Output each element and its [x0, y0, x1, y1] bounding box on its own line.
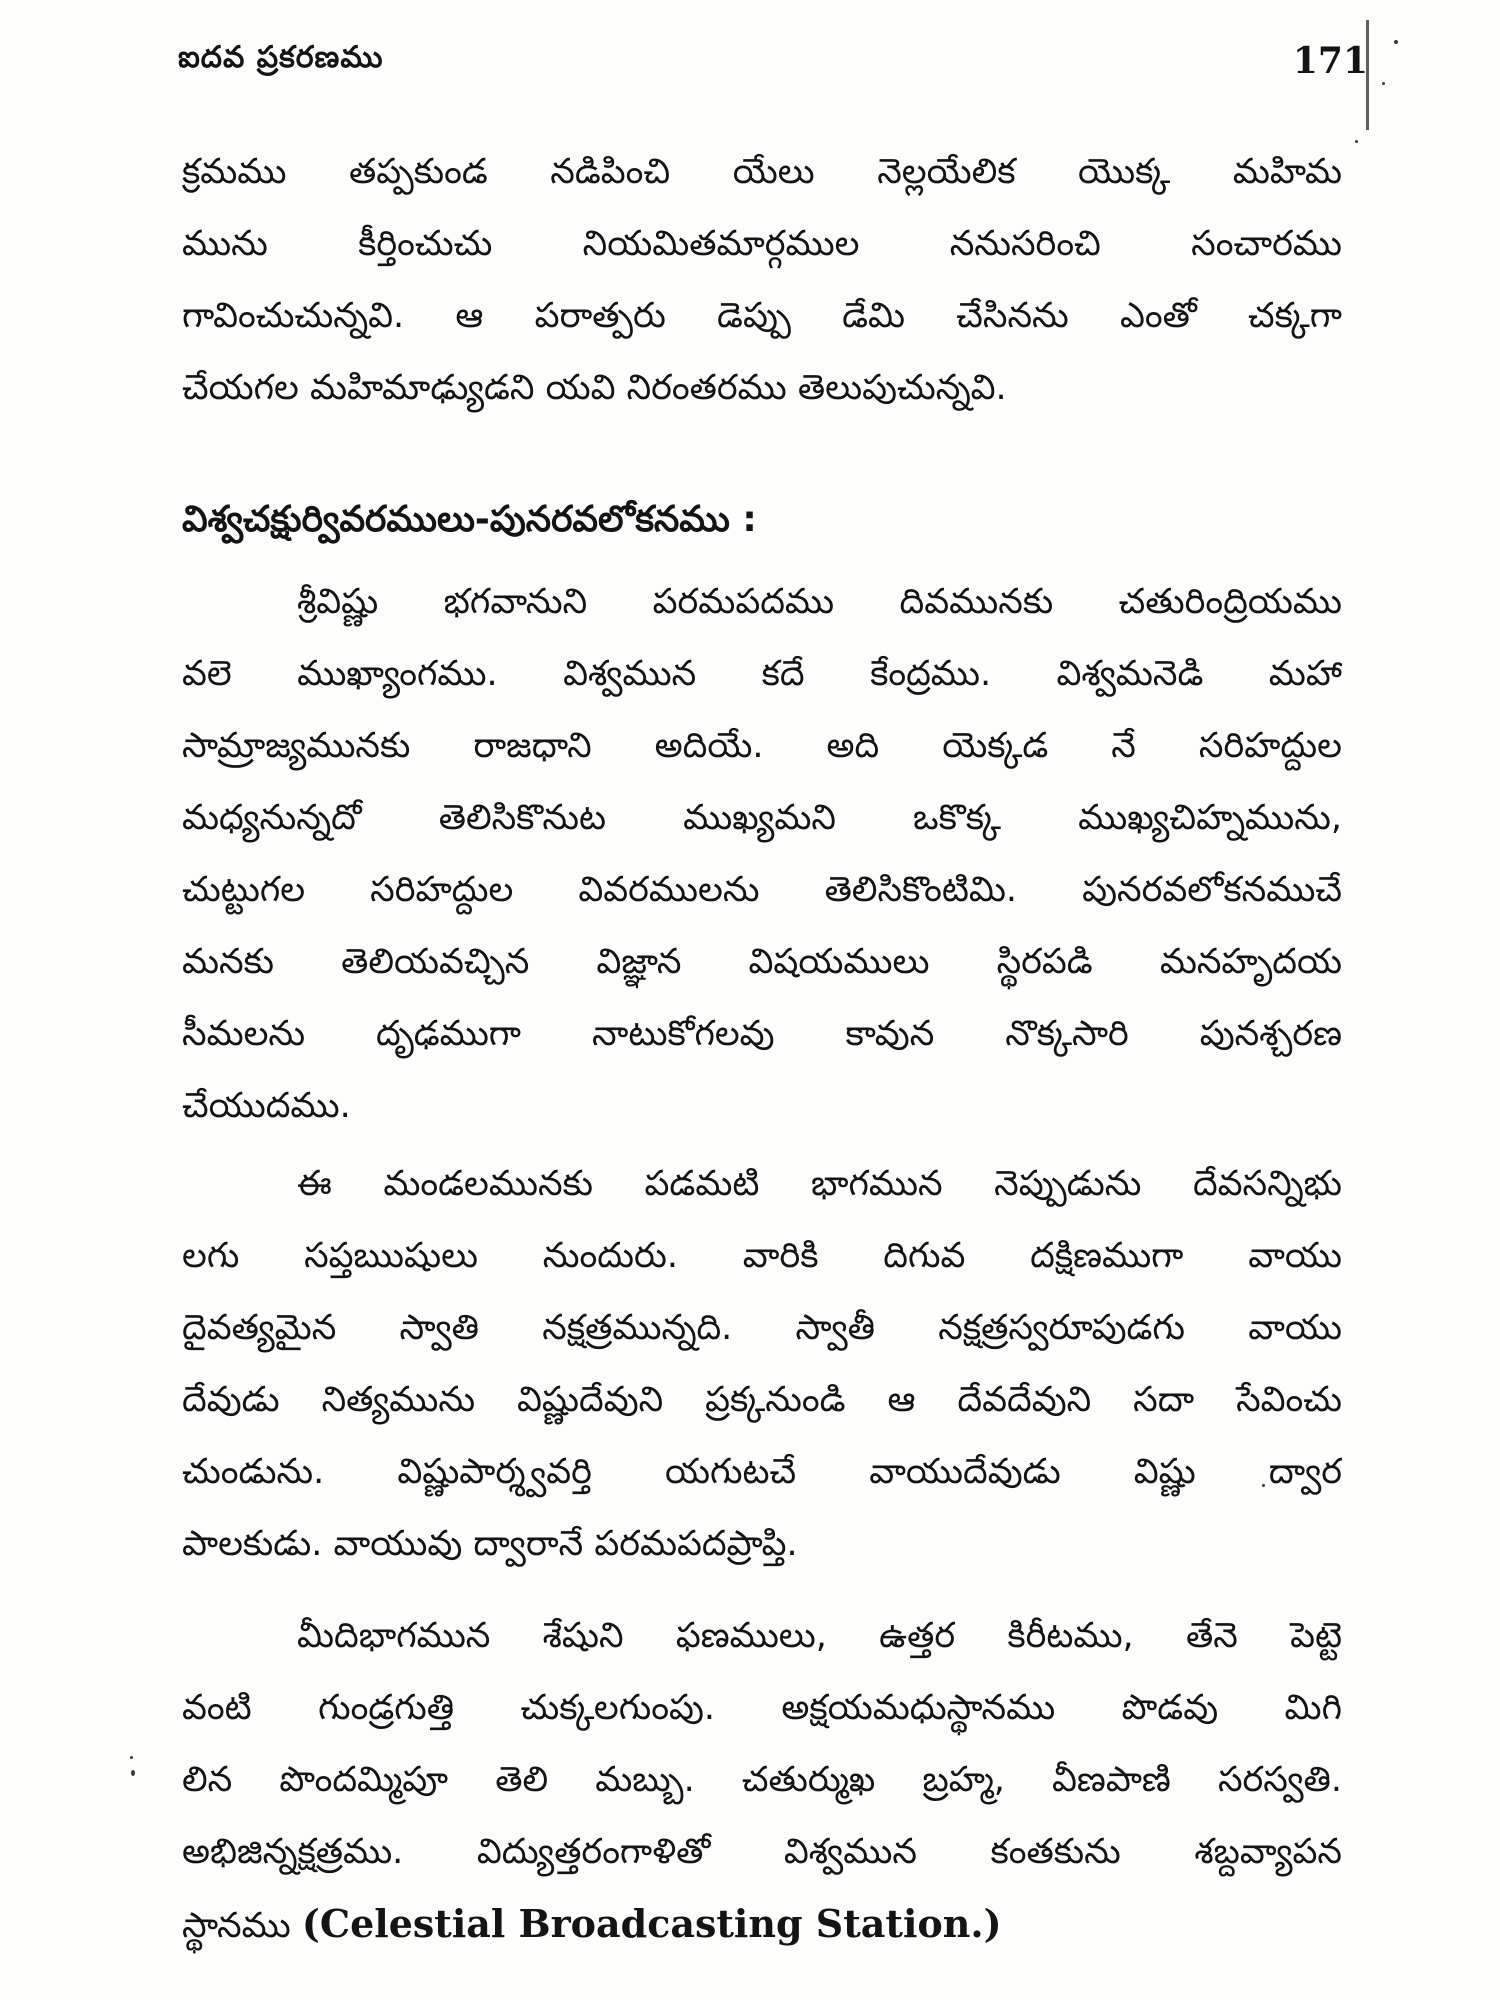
text-line: చుండును. విష్ణుపార్శ్వవర్తి యగుటచే వాయుదేవుడు విష్ణు ద్వార [182, 1452, 1342, 1492]
text-line: గావించుచున్నవి. ఆ పరాత్పరు డెప్పు డేమి చేసినను ఎంతో చక్కగా [182, 296, 1342, 336]
print-speck [131, 1770, 135, 1776]
text-line: మనకు తెలియవచ్చిన విజ్ఞాన విషయములు స్థిరపడి మనహృదయ [182, 942, 1342, 982]
running-header [178, 40, 1368, 90]
final-telugu-word: స్థానము [182, 1906, 291, 1946]
chapter-title: ఐదవ ప్రకరణము [178, 40, 384, 75]
text-line: వలె ముఖ్యాంగము. విశ్వమున కదే కేంద్రము. విశ్వమనెడి మహా [182, 654, 1342, 694]
paragraph-vishnu-padam [182, 566, 1342, 1142]
english-gloss: (Celestial Broadcasting Station.) [301, 1901, 1002, 1946]
text-line-final [182, 1888, 1342, 1960]
text-line: క్రమము తప్పకుండ నడిపించి యేలు నెల్లయేలిక యొక్క మహిమ [182, 152, 1342, 192]
text-line: లిన పొందమ్మిపూ తెలి మబ్బు. చతుర్ముఖ బ్రహ్మ, వీణపాణి సరస్వతి. [182, 1760, 1342, 1800]
section-heading: విశ్వచక్షుర్వివరములు-పునరవలోకనము : [182, 499, 757, 540]
print-speck [1355, 140, 1358, 143]
paragraph-saptarishi [182, 1148, 1342, 1580]
text-line: ఈ మండలమునకు పడమటి భాగమున నెప్పుడును దేవసన్నిభు [297, 1164, 1342, 1204]
paragraph-upper-region [182, 1600, 1342, 1960]
text-line: మును కీర్తించుచు నియమితమార్గముల ననుసరించి సంచారము [182, 224, 1342, 264]
text-line: మీదిభాగమున శేషుని ఫణములు, ఉత్తర కిరీటము, తేనె పెట్టె [297, 1616, 1342, 1656]
text-line: అభిజిన్నక్షత్రము. విద్యుత్తరంగాళితో విశ్వమున కంతకును శబ్దవ్యాపన [182, 1832, 1342, 1872]
text-line: దేవుడు నిత్యమును విష్ణుదేవుని ప్రక్కనుండి ఆ దేవదేవుని సదా సేవించు [182, 1380, 1342, 1420]
paragraph-continued [182, 136, 1342, 424]
text-line: సామ్రాజ్యమునకు రాజధాని అదియే. అది యెక్కడ నే సరిహద్దుల [182, 726, 1342, 766]
print-speck [1394, 40, 1398, 44]
text-line: చేయగల మహిమాఢ్యుడని యవి నిరంతరము తెలుపుచున్నవి. [182, 368, 1007, 408]
text-line: మధ్యనున్నదో తెలిసికొనుట ముఖ్యమని ఒకొక్క ముఖ్యచిహ్నమును, [182, 798, 1342, 838]
text-line: వంటి గుండ్రగుత్తి చుక్కలగుంపు. అక్షయమధుస్థానము పొడవు మిగి [182, 1688, 1342, 1728]
text-line: సీమలను దృఢముగా నాటుకోగలవు కావున నొక్కసారి పునశ్చరణ [182, 1014, 1342, 1054]
text-line: దైవత్యమైన స్వాతి నక్షత్రమున్నది. స్వాతీ నక్షత్రస్వరూపుడగు వాయు [182, 1308, 1342, 1348]
text-line: పాలకుడు. వాయువు ద్వారానే పరమపదప్రాప్తి. [182, 1524, 798, 1564]
print-speck [1382, 82, 1385, 85]
print-speck [130, 1756, 133, 1759]
text-line: చుట్టుగల సరిహద్దుల వివరములను తెలిసికొంటిమి. పునరవలోకనముచే [182, 870, 1342, 910]
page-number: 171 [1292, 40, 1368, 82]
text-line: శ్రీవిష్ణు భగవానుని పరమపదము దివమునకు చతురింద్రియము [297, 582, 1342, 622]
text-line: చేయుదము. [182, 1086, 351, 1126]
text-line: లగు సప్తఋషులు నుందురు. వారికి దిగువ దక్షిణముగా వాయు [182, 1236, 1342, 1276]
